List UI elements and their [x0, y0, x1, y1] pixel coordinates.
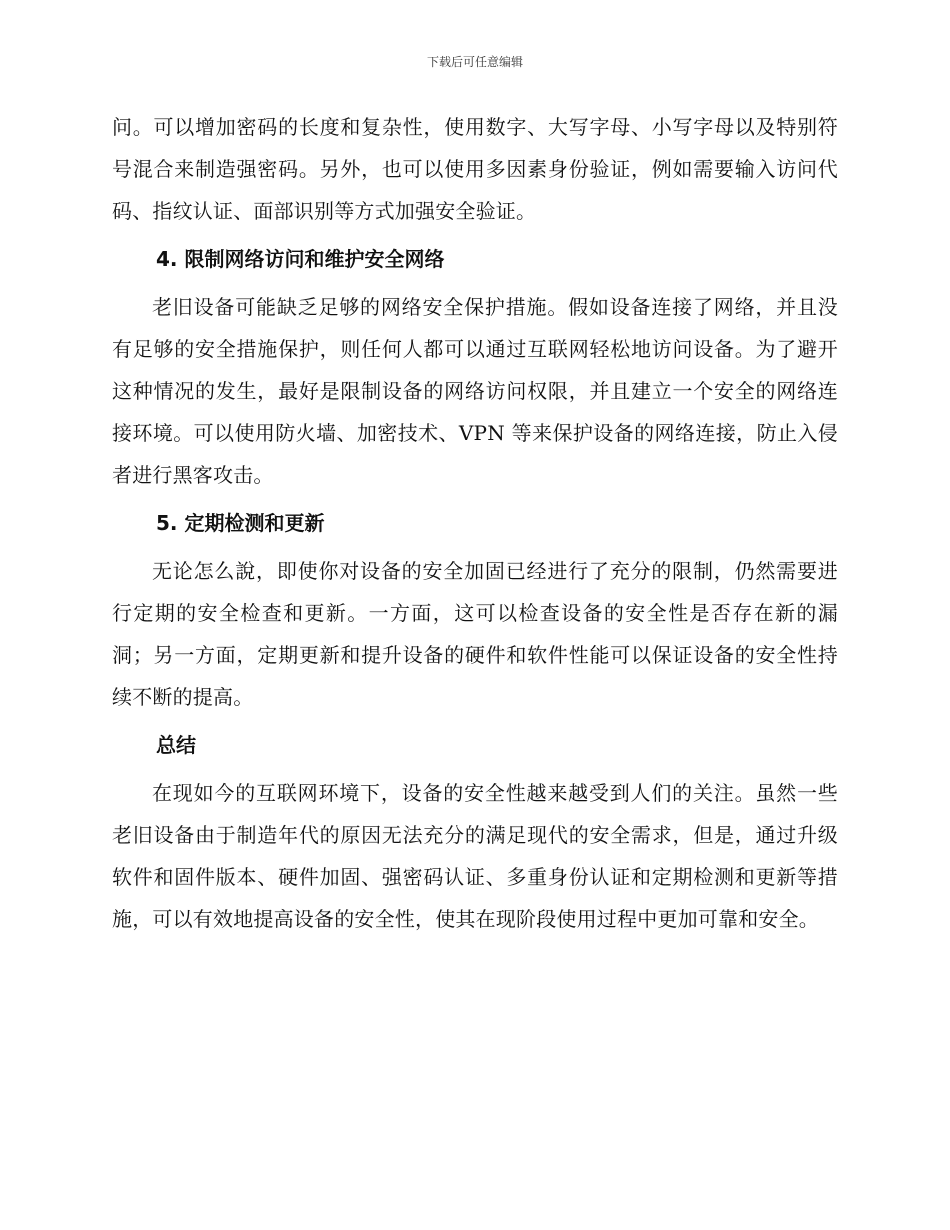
- paragraph-continued: 问。可以增加密码的长度和复杂性，使用数字、大写字母、小写字母以及特别符号混合来制造强密码。另外，也可以使用多因素身份验证，例如需要输入访问代码、指纹认证、面部识别等方式加强安全验证。: [112, 115, 838, 223]
- paragraph-summary: 在现如今的互联网环境下，设备的安全性越来越受到人们的关注。虽然一些老旧设备由于制造年代的原因无法充分的满足现代的安全需求，但是，通过升级软件和固件版本、硬件加固、强密码认证、多重身份认证和定期检测和更新等措施，可以有效地提高设备的安全性，使其在现阶段使用过程中更加可靠和安全。: [112, 781, 838, 931]
- section-heading-network: 4. 限制网络访问和维护安全网络: [156, 247, 445, 271]
- section-heading-summary: 总结: [156, 733, 196, 757]
- document-body: [112, 106, 838, 940]
- page-header: 下载后可任意编辑: [426, 55, 523, 69]
- section-heading-update: 5. 定期检测和更新: [156, 511, 325, 535]
- paragraph-network: 老旧设备可能缺乏足够的网络安全保护措施。假如设备连接了网络，并且没有足够的安全措施保护，则任何人都可以通过互联网轻松地访问设备。为了避开这种情况的发生，最好是限制设备的网络访问权限，并且建立一个安全的网络连接环境。可以使用防火墙、加密技术、VPN 等来保护设备的网络连接，防止入侵者进行黑客攻击。: [112, 295, 838, 487]
- paragraph-update: 无论怎么說，即使你对设备的安全加固已经进行了充分的限制，仍然需要进行定期的安全检查和更新。一方面，这可以检查设备的安全性是否存在新的漏洞；另一方面，定期更新和提升设备的硬件和软件性能可以保证设备的安全性持续不断的提高。: [112, 559, 838, 709]
